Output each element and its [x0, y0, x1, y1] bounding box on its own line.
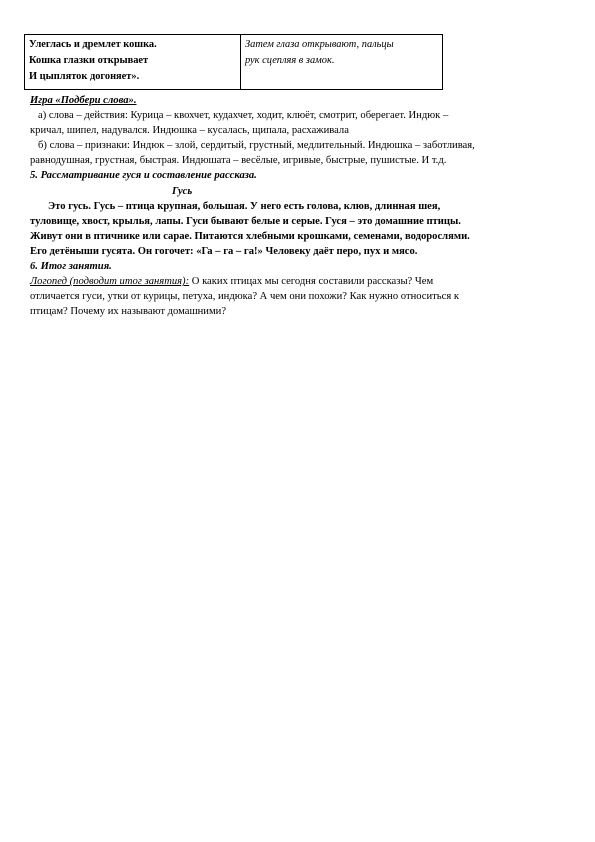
game-title: Игра «Подбери слова».	[30, 95, 137, 106]
section5-heading: 5. Рассматривание гуся и составление рассказа.	[30, 170, 257, 182]
summary-text: О каких птицах мы сегодня составили рассказы? Чем	[189, 276, 434, 288]
summary-line: отличается гуси, утки от курицы, петуха, индюка? А чем они похожи? Как нужно относиться к	[30, 291, 460, 303]
speaker-label: Логопед (подводит итог занятия):	[30, 276, 190, 288]
story-title: Гусь	[172, 185, 193, 197]
exercise-table	[24, 34, 443, 90]
game-qualities-line: б) слова – признаки: Индюк – злой, сердитый, грустный, медлительный. Индюшка – заботливая,	[38, 140, 475, 152]
document-body	[30, 93, 570, 319]
movement-cell	[241, 35, 443, 90]
poem-line: И цыпляток догоняет».	[29, 71, 140, 82]
game-actions-line: а) слова – действия: Курица – квохчет, кудахчет, ходит, клюёт, смотрит, оберегает. Индюк –	[38, 110, 449, 122]
story-line: Это гусь. Гусь – птица крупная, большая. У него есть голова, клюв, длинная шея,	[48, 200, 441, 212]
movement-line: рук сцепляя в замок.	[245, 55, 335, 66]
game-actions-line: кричал, шипел, надувался. Индюшка – кусалась, щипала, расхаживала	[30, 125, 349, 137]
section6-heading: 6. Итог занятия.	[30, 261, 112, 273]
poem-line: Улеглась и дремлет кошка.	[29, 39, 157, 50]
game-qualities-line: равнодушная, грустная, быстрая. Индюшата – весёлые, игривые, быстрые, пушистые. И т.д.	[30, 155, 447, 167]
table-row	[25, 35, 443, 90]
summary-line: птицам? Почему их называют домашними?	[30, 306, 227, 318]
story-line: Живут они в птичнике или сарае. Питаются хлебными крошками, семенами, водорослями.	[30, 230, 470, 242]
movement-line: Затем глаза открывают, пальцы	[245, 39, 394, 50]
story-line: туловище, хвост, крылья, лапы. Гуси бывают белые и серые. Гуся – это домашние птицы.	[30, 215, 461, 227]
story-line: Его детёныши гусята. Он гогочет: «Га – га – га!» Человеку даёт перо, пух и мясо.	[30, 245, 418, 257]
poem-cell	[25, 35, 241, 90]
poem-line: Кошка глазки открывает	[29, 55, 149, 66]
summary-line	[30, 274, 570, 289]
